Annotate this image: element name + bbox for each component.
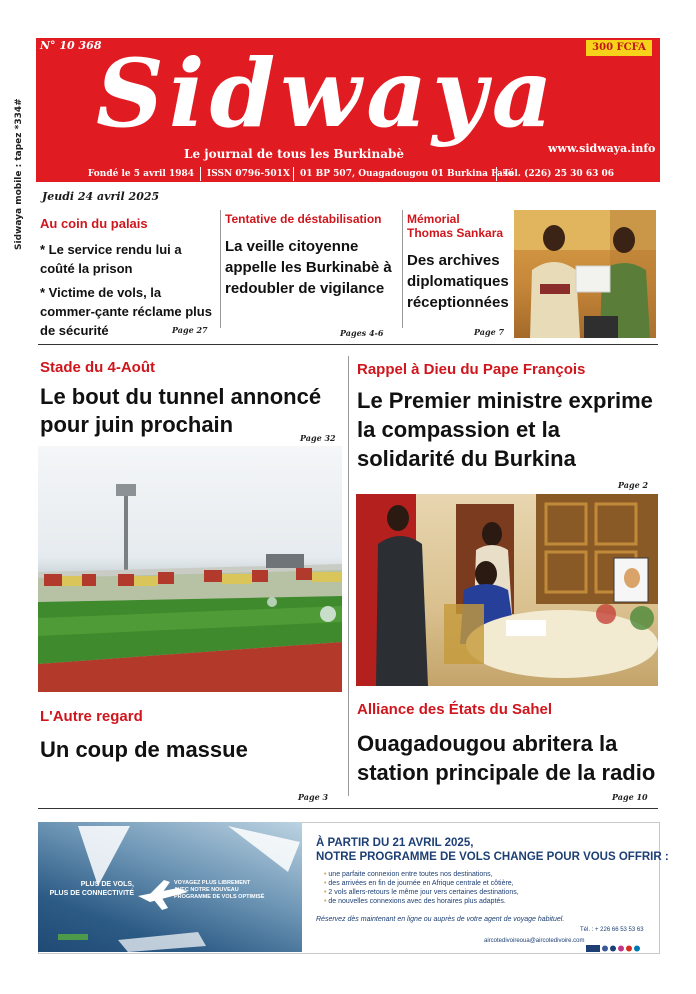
side-mobile-text: Sidwaya mobile : tapez *334#	[14, 98, 24, 250]
tagline: Le journal de tous les Burkinabè	[184, 147, 405, 161]
issn: ISSN 0796-501X	[201, 167, 294, 181]
column-divider	[220, 210, 221, 328]
aes-page: Page 10	[612, 792, 648, 802]
newspaper-logo: Sidwaya	[96, 39, 558, 149]
list-item: • de nouvelles connexions avec des horaires plus adaptés.	[324, 897, 519, 906]
column-divider	[348, 356, 349, 796]
teaser-palais-kicker: Au coin du palais	[40, 216, 148, 231]
teaser-destab-headline[interactable]: La veille citoyenne appelle les Burkinabè à redoubler de vigilance	[225, 238, 392, 297]
stadium-photo	[38, 446, 342, 692]
condolence-book-photo	[356, 494, 658, 686]
ad-left-sub-3: PROGRAMME DE VOLS OPTIMISÉ	[174, 894, 265, 900]
teaser-palais-item-1[interactable]: * Le service rendu lui a coûté la prison	[40, 242, 182, 276]
pape-headline[interactable]: Le Premier ministre exprime la compassion et la solidarité du Burkina	[357, 388, 653, 471]
stade-page: Page 32	[300, 433, 336, 443]
aes-kicker: Alliance des États du Sahel	[357, 701, 553, 718]
phone-number: Tél. (226) 25 30 63 06	[503, 169, 615, 179]
teaser-palais-page: Page 27	[172, 325, 208, 335]
website-link[interactable]: www.sidwaya.info	[548, 142, 656, 155]
ad-left-sub-2: AVEC NOTRE NOUVEAU	[174, 887, 239, 893]
aes-headline[interactable]: Ouagadougou abritera la station principale de la radio	[357, 731, 656, 785]
ad-benefits-list	[324, 870, 519, 906]
regard-page: Page 3	[298, 792, 329, 802]
teaser-memorial-headline[interactable]: Des archives diplomatiques réceptionnées	[407, 252, 509, 311]
regard-kicker: L'Autre regard	[40, 708, 143, 725]
ad-sky-panel	[38, 822, 302, 952]
ad-left-line-2: PLUS DE CONNECTIVITÉ	[49, 890, 134, 897]
price-badge: 300 FCFA	[586, 40, 652, 56]
teaser-palais-item-2[interactable]: * Victime de vols, la commer-çante réclame plus de sécurité	[40, 285, 212, 338]
section-divider	[38, 344, 658, 345]
ad-title	[316, 836, 669, 864]
teaser-memorial-kicker: Mémorial Thomas Sankara	[407, 212, 504, 240]
list-item: • une parfaite connexion entre toutes nos destinations,	[324, 870, 519, 879]
teaser-destab-kicker: Tentative de déstabilisation	[225, 212, 382, 226]
pape-page: Page 2	[618, 480, 649, 490]
ad-left-sub-1: VOYAGEZ PLUS LIBREMENT	[174, 880, 251, 886]
postal-address: 01 BP 507, Ouagadougou 01 Burkina Faso	[294, 167, 497, 181]
info-bar	[36, 166, 660, 182]
ad-booking-note: Réservez dès maintenant en ligne ou auprès de votre agent de voyage habituel.	[316, 916, 565, 923]
ad-title-line-2: NOTRE PROGRAMME DE VOLS CHANGE POUR VOUS OFFRIR :	[316, 851, 669, 863]
ad-left-line-1: PLUS DE VOLS,	[80, 881, 134, 888]
column-divider	[402, 210, 403, 328]
airline-logo	[58, 934, 88, 940]
teaser-destab-page: Pages 4-6	[340, 328, 384, 338]
ad-title-line-1: À PARTIR DU 21 AVRIL 2025,	[316, 837, 474, 849]
ad-email[interactable]: aircotedivoireoua@aircotedivoire.com	[484, 938, 585, 944]
stade-kicker: Stade du 4-Août	[40, 359, 155, 376]
ad-phone: Tél. : + 226 66 53 53 63	[580, 927, 644, 933]
archives-handover-photo	[514, 210, 656, 338]
pape-kicker: Rappel à Dieu du Pape François	[357, 361, 586, 378]
issue-date: Jeudi 24 avril 2025	[42, 190, 160, 203]
regard-headline[interactable]: Un coup de massue	[40, 737, 248, 762]
list-item: • des arrivées en fin de journée en Afrique centrale et côtière,	[324, 879, 519, 888]
social-icons	[586, 937, 646, 944]
section-divider	[38, 808, 658, 809]
founded-date: Fondé le 5 avril 1984	[36, 167, 201, 181]
teaser-memorial-page: Page 7	[474, 327, 505, 337]
list-item: • 2 vols allers-retours le même jour vers certaines destinations,	[324, 888, 519, 897]
issue-number: N° 10 368	[40, 39, 102, 52]
stade-headline[interactable]: Le bout du tunnel annoncé pour juin prochain	[40, 384, 322, 437]
